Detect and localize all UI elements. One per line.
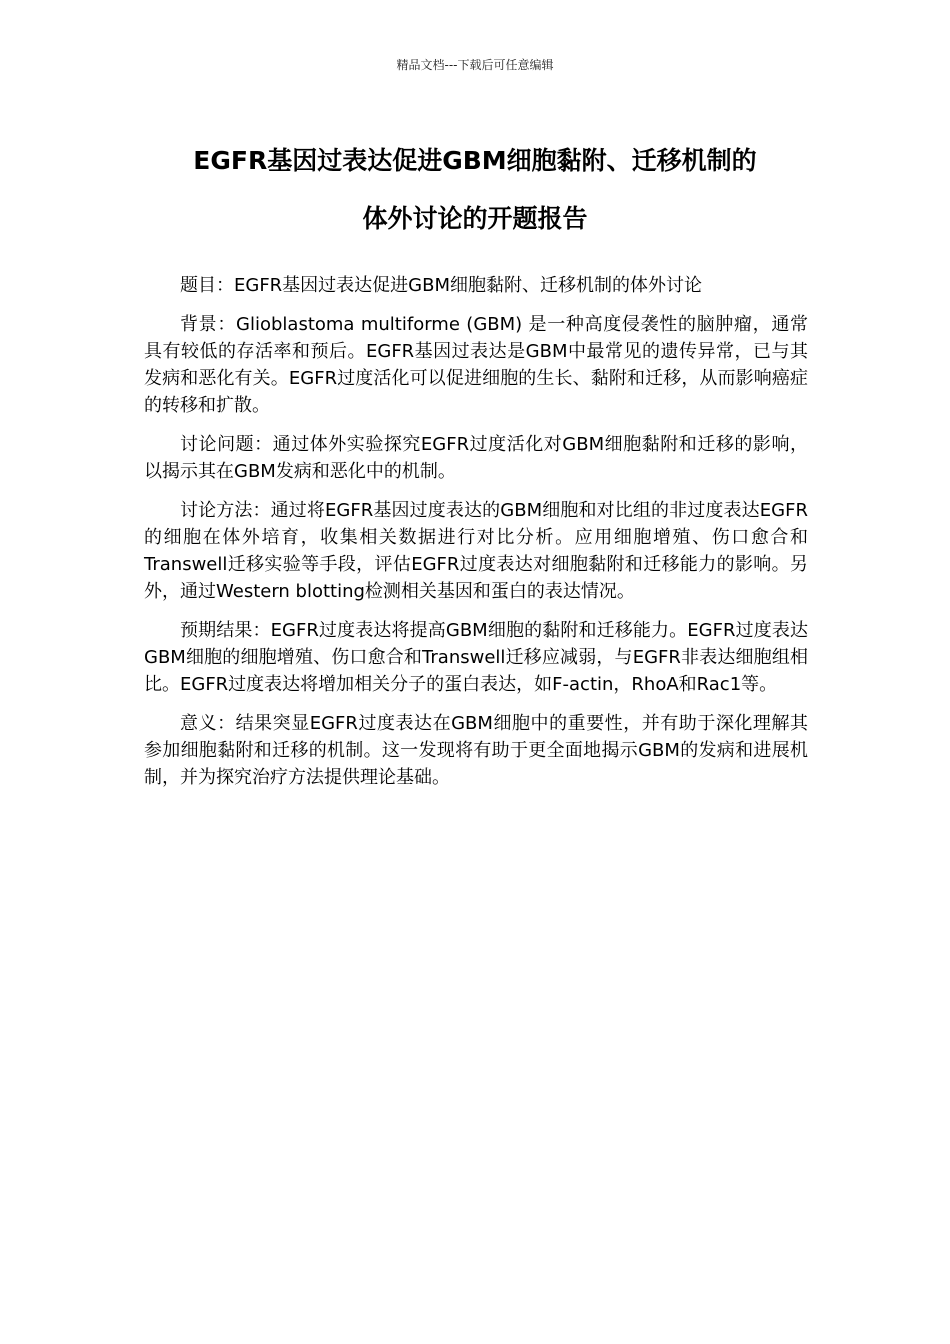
title-line-1: EGFR基因过表达促进GBM细胞黏附、迁移机制的 — [193, 146, 757, 175]
paragraph-expected-results: 预期结果：EGFR过度表达将提高GBM细胞的黏附和迁移能力。EGFR过度表达GBM细胞的细胞增殖、伤口愈合和Transwell迁移应减弱，与EGFR非表达细胞组相比。EGFR过度表达将增加相关分子的蛋白表达，如F-actin，RhoA和Rac1等。 — [144, 620, 808, 695]
paragraph-topic: 题目：EGFR基因过表达促进GBM细胞黏附、迁移机制的体外讨论 — [180, 275, 703, 296]
paragraph-background: 背景：Glioblastoma multiforme (GBM) 是一种高度侵袭性的脑肿瘤，通常具有较低的存活率和预后。EGFR基因过表达是GBM中最常见的遗传异常，已与其发病和恶化有关。EGFR过度活化可以促进细胞的生长、黏附和迁移，从而影响癌症的转移和扩散。 — [144, 314, 808, 416]
header-note: 精品文档---下载后可任意编辑 — [396, 58, 554, 72]
paragraph-question: 讨论问题：通过体外实验探究EGFR过度活化对GBM细胞黏附和迁移的影响，以揭示其在GBM发病和恶化中的机制。 — [144, 434, 808, 482]
document-title — [120, 132, 830, 248]
paragraph-significance: 意义：结果突显EGFR过度表达在GBM细胞中的重要性，并有助于深化理解其参加细胞黏附和迁移的机制。这一发现将有助于更全面地揭示GBM的发病和进展机制，并为探究治疗方法提供理论基础。 — [144, 713, 808, 788]
paragraph-methods: 讨论方法：通过将EGFR基因过度表达的GBM细胞和对比组的非过度表达EGFR的细胞在体外培育，收集相关数据进行对比分析。应用细胞增殖、伤口愈合和Transwell迁移实验等手段，评估EGFR过度表达对细胞黏附和迁移能力的影响。另外，通过Western blotting检测相关基因和蛋白的表达情况。 — [144, 500, 808, 602]
document-body — [144, 272, 808, 803]
title-line-2: 体外讨论的开题报告 — [362, 204, 588, 233]
